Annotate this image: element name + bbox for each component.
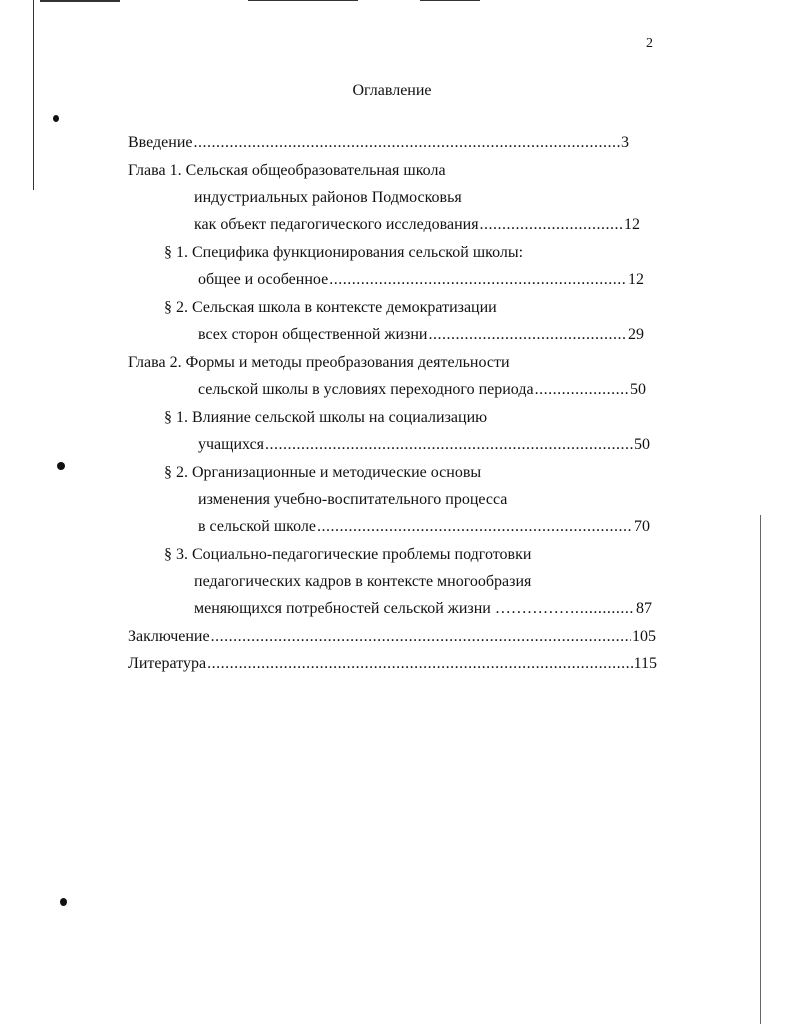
- toc-section-2-3-title-cont: педагогических кадров в контексте многообразия: [194, 573, 532, 590]
- leader-dots: [207, 653, 633, 675]
- toc-entry-literature[interactable]: Литература ..... 115: [128, 653, 657, 675]
- scan-border-top-left: [40, 0, 120, 2]
- scan-border-right: [760, 515, 761, 1024]
- scan-border-top-right: [420, 0, 480, 1]
- leader-dots: [265, 434, 633, 456]
- leader-dots: [535, 379, 629, 401]
- toc-title: [0, 82, 792, 100]
- toc-section-2-2-title-cont: изменения учебно-воспитательного процесса: [198, 491, 508, 508]
- toc-section-1-1-entry[interactable]: общее и особенное ..... 12: [198, 269, 644, 291]
- toc-section-2-1-title[interactable]: § 1. Влияние сельской школы на социализацию: [164, 409, 488, 426]
- toc-section-2-2-entry[interactable]: в сельской школе ..... 70: [198, 516, 650, 538]
- punch-hole-bottom: [60, 898, 67, 906]
- toc-section-2-3-entry[interactable]: меняющихся потребностей сельской жизни ……………. ..... 87: [194, 598, 652, 620]
- leader-dots: [317, 516, 633, 538]
- toc-chapter-2-entry[interactable]: сельской школы в условиях переходного периода ..... 50: [198, 379, 646, 401]
- punch-hole-middle: [57, 462, 65, 470]
- leader-dots: [194, 132, 621, 154]
- punch-hole-top: [53, 115, 59, 122]
- leader-dots: [580, 598, 635, 620]
- toc-entry-conclusion[interactable]: Заключение ..... 105: [128, 626, 656, 648]
- leader-dots: [480, 214, 623, 236]
- toc-section-1-2-entry[interactable]: всех сторон общественной жизни ..... 29: [198, 324, 644, 346]
- leader-dots: [211, 626, 631, 648]
- toc-section-1-1-title[interactable]: § 1. Специфика функционирования сельской школы:: [164, 244, 524, 261]
- toc-section-1-2-title[interactable]: § 2. Сельская школа в контексте демократизации: [164, 299, 497, 316]
- toc-chapter-1-title[interactable]: Глава 1. Сельская общеобразовательная школа: [128, 162, 446, 179]
- leader-dots: [329, 269, 627, 291]
- toc-title-text: Оглавление: [352, 82, 432, 99]
- toc-chapter-1-title-cont: индустриальных районов Подмосковья: [194, 189, 462, 206]
- toc-section-2-2-title[interactable]: § 2. Организационные и методические основы: [164, 464, 482, 481]
- scan-border-top-mid: [248, 0, 358, 1]
- toc-section-2-1-entry[interactable]: учащихся ..... 50: [198, 434, 650, 456]
- toc-chapter-2-title[interactable]: Глава 2. Формы и методы преобразования деятельности: [128, 354, 510, 371]
- leader-dots: [428, 324, 627, 346]
- toc-section-2-3-title[interactable]: § 3. Социально-педагогические проблемы подготовки: [164, 546, 532, 563]
- toc-entry-introduction[interactable]: Введение ..... 3: [128, 132, 629, 154]
- page-number: 2: [646, 36, 653, 51]
- toc-chapter-1-entry[interactable]: как объект педагогического исследования ..... 12: [194, 214, 640, 236]
